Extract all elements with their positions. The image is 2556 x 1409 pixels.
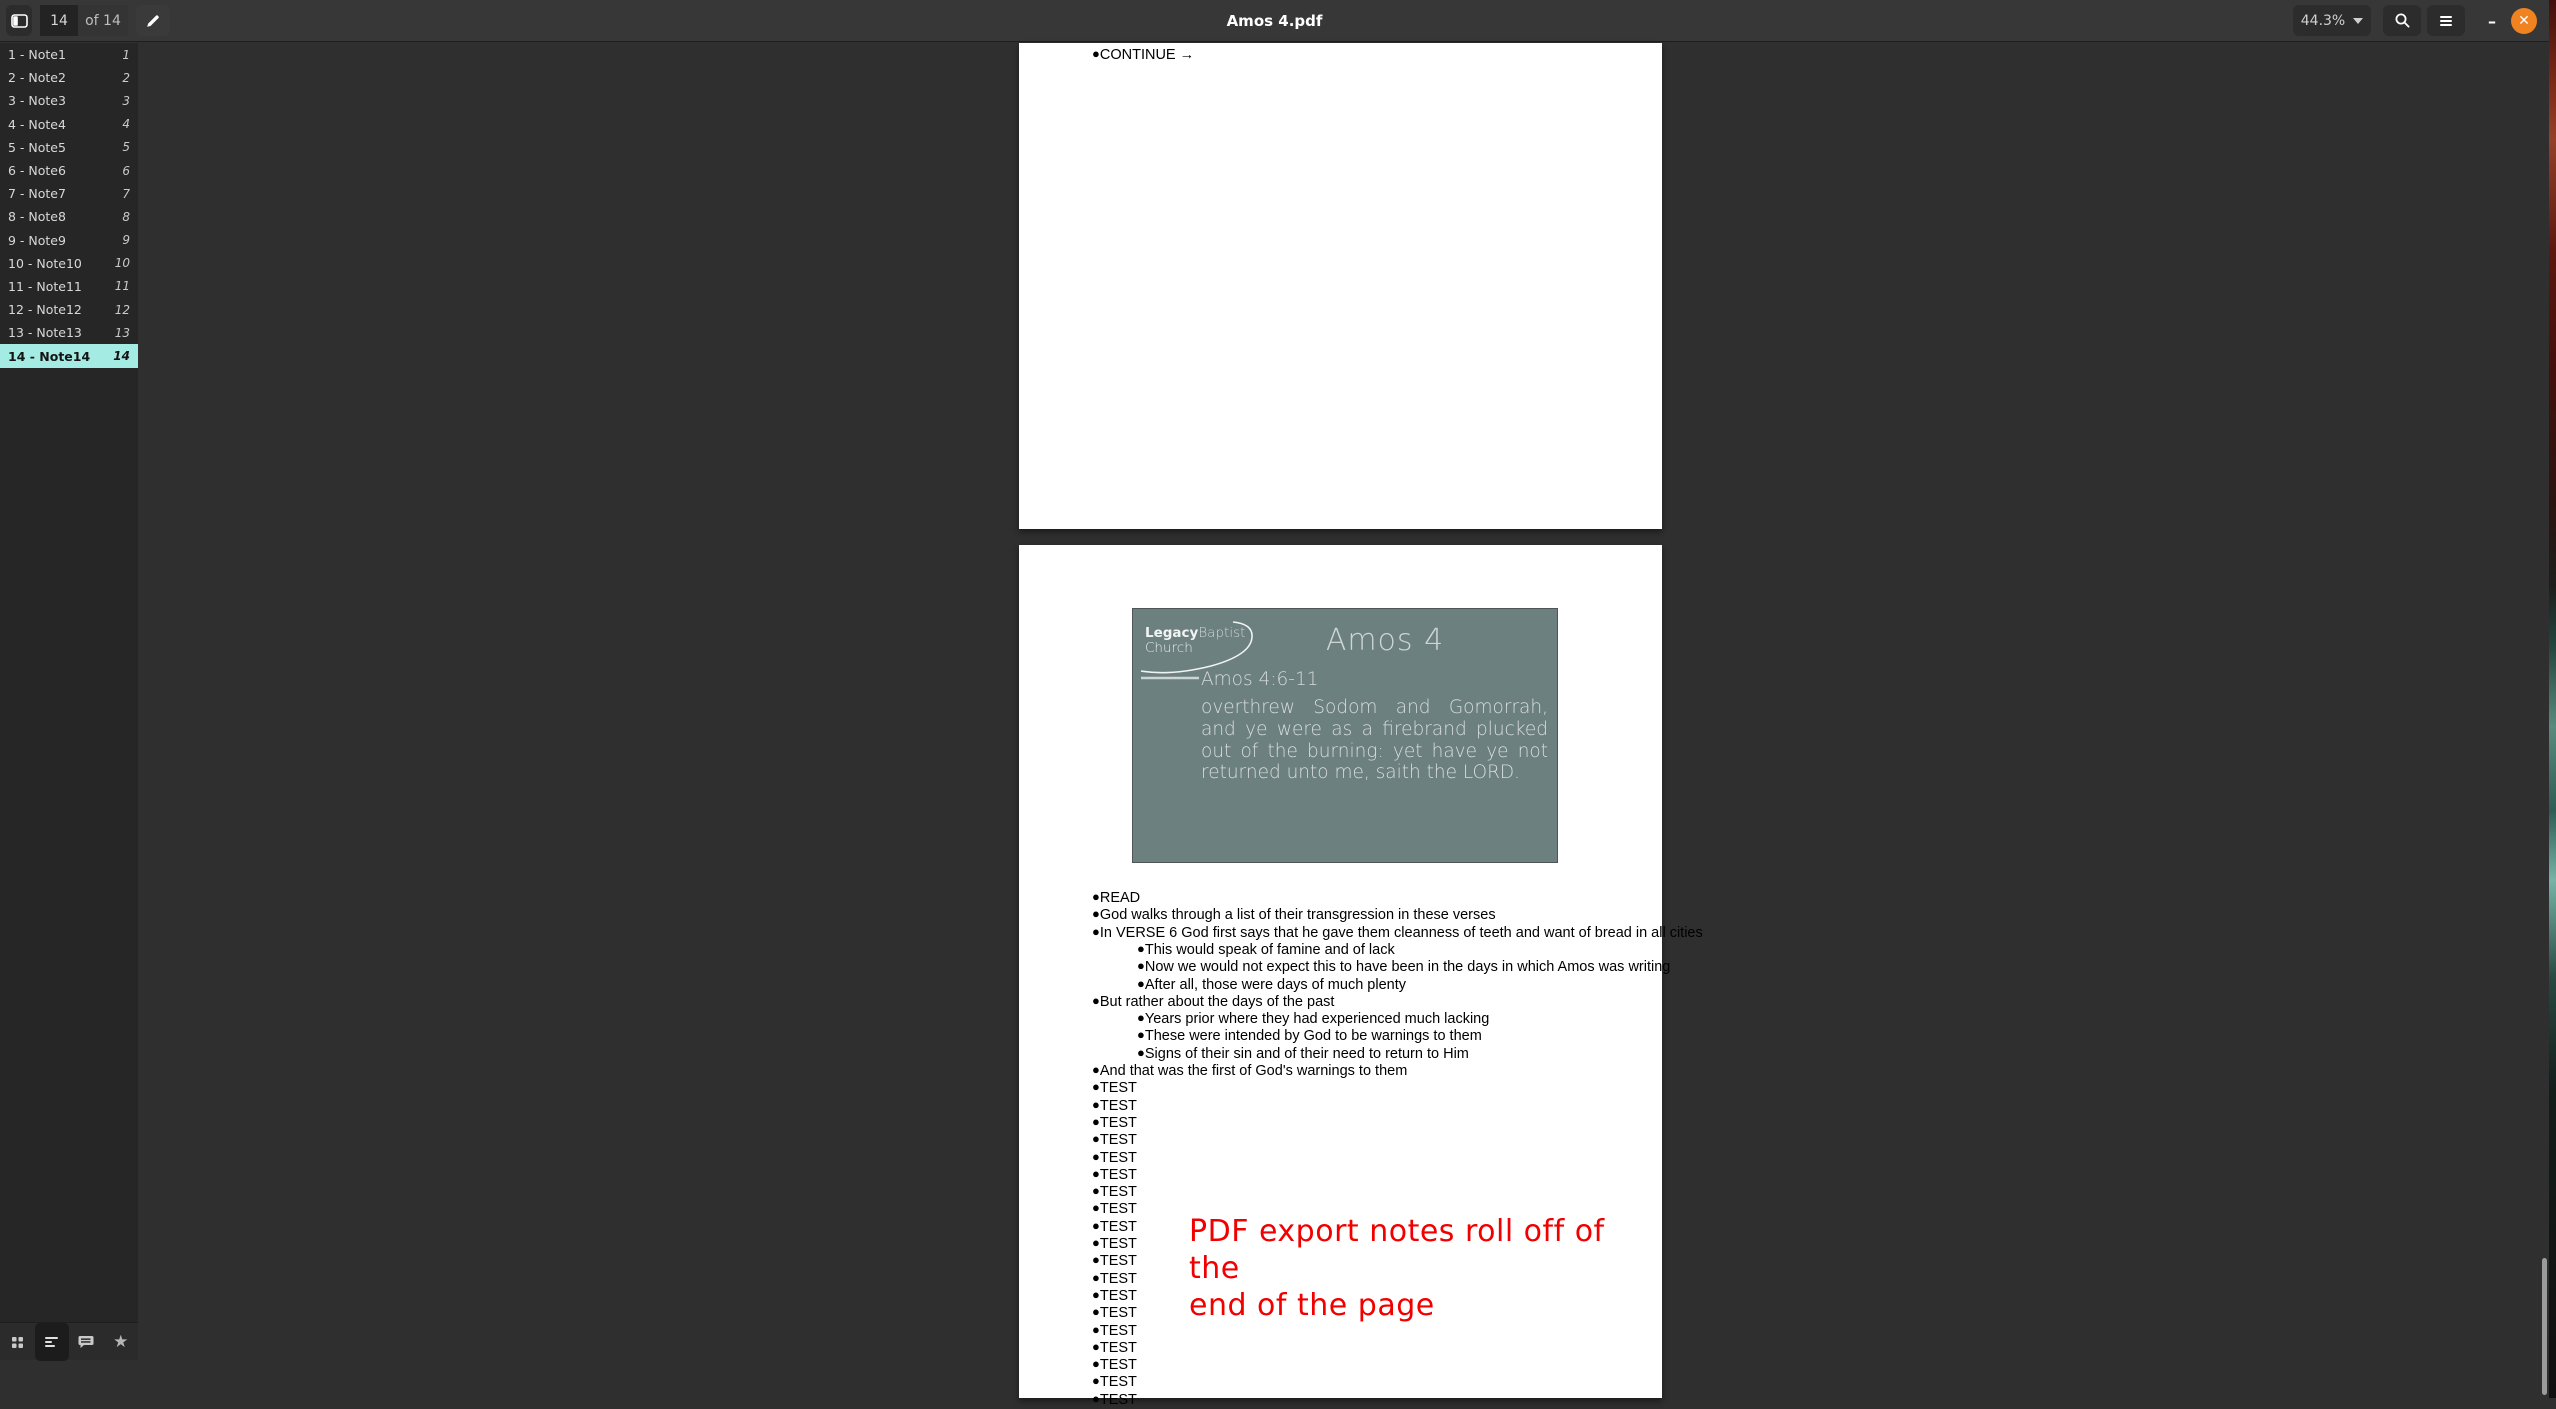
bullet-glyph: ● (1092, 1269, 1100, 1285)
thumbnails-grid-icon (11, 1336, 24, 1349)
bullet-glyph: ● (1092, 1217, 1100, 1233)
pdf-page-13 (1019, 43, 1662, 529)
header-bar (0, 0, 2549, 42)
window-title: Amos 4.pdf (1226, 12, 1323, 30)
search-icon (2394, 12, 2411, 29)
thumbnails-tab[interactable] (0, 1323, 35, 1361)
outline-item-page: 2 (122, 70, 130, 85)
outline-item-9[interactable] (0, 229, 138, 252)
note-text: TEST (1099, 1080, 1137, 1097)
bullet-glyph: ● (1092, 1148, 1100, 1164)
annotation-line1: PDF export notes roll off of the (1189, 1214, 1605, 1286)
outline-list (0, 43, 138, 368)
note-text: READ (1099, 890, 1141, 906)
logo-line2: Church (1145, 640, 1193, 656)
bullet-glyph: ● (1092, 1321, 1100, 1337)
note-text: TEST (1099, 1339, 1137, 1356)
outline-item-label: 9 - Note9 (8, 232, 66, 248)
bullet-glyph: ● (1092, 1252, 1100, 1268)
note-bullet-line (1092, 1303, 1137, 1320)
note-text: TEST (1099, 1149, 1137, 1166)
outline-item-label: 10 - Note10 (8, 255, 82, 271)
note-bullet-line (1137, 1009, 1489, 1026)
note-bullet-line (1092, 923, 1703, 940)
continue-bullet: ●CONTINUE → (1092, 46, 1195, 63)
hamburger-menu-icon (2439, 15, 2453, 27)
outline-item-page: 5 (122, 140, 130, 155)
note-bullet-line (1137, 957, 1670, 974)
bullet-glyph: ● (1092, 1390, 1100, 1406)
chevron-down-icon (2353, 18, 2363, 24)
annotations-tab[interactable] (69, 1323, 104, 1361)
note-bullet-line (1137, 975, 1406, 992)
outline-item-label: 1 - Note1 (8, 47, 66, 63)
note-bullet-line (1092, 1321, 1137, 1338)
bookmarks-tab[interactable] (104, 1323, 139, 1361)
note-text: In VERSE 6 God first says that he gave them cleanness of teeth and want of bread in all cities (1099, 924, 1703, 941)
outline-item-8[interactable] (0, 205, 138, 228)
outline-item-page: 1 (122, 47, 130, 62)
note-bullet-line (1092, 1234, 1137, 1251)
note-bullet-line (1092, 905, 1496, 922)
outline-item-11[interactable] (0, 275, 138, 298)
note-text: TEST (1099, 1357, 1137, 1374)
note-bullet-line (1092, 1390, 1137, 1407)
outline-item-4[interactable] (0, 113, 138, 136)
outline-item-page: 12 (114, 302, 130, 317)
note-bullet-line (1137, 1044, 1469, 1061)
outline-item-page: 9 (122, 233, 130, 248)
note-text: These were intended by God to be warnings to them (1144, 1028, 1482, 1045)
note-text: TEST (1099, 1270, 1137, 1287)
note-text: This would speak of famine and of lack (1144, 941, 1395, 958)
outline-item-page: 3 (122, 93, 130, 108)
bullet-glyph: ● (1092, 1062, 1100, 1077)
pdf-page-14 (1019, 545, 1703, 1408)
note-bullet-line (1092, 1286, 1137, 1303)
page-total-label: of 14 (78, 5, 128, 36)
slide-title: Amos 4 (1325, 623, 1445, 658)
note-bullet-line (1092, 1165, 1137, 1182)
outline-item-page: 13 (114, 325, 130, 340)
bullet-glyph: ● (1137, 940, 1145, 956)
outline-item-3[interactable] (0, 89, 138, 112)
bullet-glyph: ● (1092, 1304, 1100, 1320)
outline-item-label: 6 - Note6 (8, 163, 66, 179)
bullet-glyph: ● (1092, 1183, 1100, 1199)
note-text: TEST (1099, 1322, 1137, 1339)
outline-item-label: 12 - Note12 (8, 302, 82, 318)
outline-item-page: 7 (122, 186, 130, 201)
outline-item-page: 6 (122, 163, 130, 178)
note-bullet-line (1092, 1355, 1137, 1372)
outline-item-label: 14 - Note14 (8, 348, 91, 364)
star-icon: ★ (113, 1332, 129, 1352)
outline-item-page: 4 (122, 117, 130, 132)
menu-button[interactable] (2427, 5, 2465, 36)
note-bullet-line (1092, 1372, 1137, 1389)
note-bullet-line (1092, 1217, 1137, 1234)
note-bullet-line (1092, 1148, 1137, 1165)
note-bullet-line (1092, 992, 1334, 1009)
outline-item-label: 7 - Note7 (8, 186, 66, 202)
speech-bubble-icon (78, 1335, 94, 1349)
search-button[interactable] (2383, 5, 2421, 36)
bullet-glyph: ● (1092, 1131, 1100, 1147)
bullet-glyph: ● (1092, 1338, 1100, 1354)
note-text: God walks through a list of their transgression in these verses (1099, 907, 1496, 924)
note-text: TEST (1099, 1097, 1137, 1114)
note-bullet-line (1137, 1026, 1482, 1043)
sidebar-mode-switcher (0, 1322, 138, 1360)
note-bullet-line (1092, 1096, 1137, 1113)
page-number-input[interactable]: 14 (40, 5, 78, 36)
slide-scripture-reference: Amos 4:6-11 (1201, 669, 1319, 690)
note-bullet-line (1092, 888, 1140, 905)
outline-item-label: 8 - Note8 (8, 209, 66, 225)
note-text: TEST (1099, 1391, 1137, 1408)
desktop-wallpaper-strip (2549, 0, 2556, 1398)
note-bullet-line (1092, 1130, 1137, 1147)
bullet-glyph: ● (1092, 992, 1100, 1008)
note-text: TEST (1099, 1201, 1137, 1218)
outline-item-label: 3 - Note3 (8, 93, 66, 109)
note-text: After all, those were days of much plenty (1144, 976, 1406, 993)
note-text: Now we would not expect this to have been in the days in which Amos was writing (1144, 959, 1671, 976)
bullet-glyph: ● (1137, 1044, 1145, 1060)
outline-item-5[interactable] (0, 136, 138, 159)
note-text: TEST (1099, 1218, 1137, 1235)
note-bullet-line (1092, 1269, 1137, 1286)
zoom-level-dropdown[interactable] (2293, 5, 2371, 36)
note-text: TEST (1099, 1114, 1137, 1131)
outline-item-page: 11 (114, 279, 130, 294)
outline-item-page: 8 (122, 209, 130, 224)
note-bullet-line (1092, 1251, 1137, 1268)
zoom-level-value: 44.3% (2300, 12, 2346, 29)
note-bullet-line (1092, 1078, 1137, 1095)
bullet-glyph: ● (1092, 1373, 1100, 1389)
bullet-glyph: ● (1137, 975, 1145, 991)
slide-image (1132, 608, 1558, 863)
bullet-glyph: ● (1092, 1356, 1100, 1372)
note-bullet-line (1092, 1199, 1137, 1216)
note-bullet-line (1137, 940, 1395, 957)
note-text: TEST (1099, 1236, 1137, 1252)
note-text: TEST (1099, 1374, 1137, 1391)
outline-item-label: 11 - Note11 (8, 278, 82, 294)
note-text: TEST (1099, 1287, 1137, 1304)
document-canvas[interactable] (138, 43, 2549, 1408)
outline-item-1[interactable] (0, 43, 138, 66)
outline-item-6[interactable] (0, 159, 138, 182)
note-text: TEST (1099, 1305, 1137, 1322)
note-bullet-line (1092, 1338, 1137, 1355)
outline-lines-icon (44, 1336, 59, 1348)
bullet-glyph: ● (1137, 1027, 1145, 1043)
outline-item-13[interactable] (0, 321, 138, 344)
outline-tab[interactable] (35, 1323, 70, 1361)
vertical-scrollbar-thumb[interactable] (2542, 1258, 2547, 1395)
bullet-glyph: ● (1137, 958, 1145, 974)
bullet-glyph: ● (1137, 1010, 1145, 1026)
note-text: TEST (1099, 1166, 1137, 1183)
outline-item-14[interactable] (0, 344, 138, 367)
bullet-glyph: ● (1092, 46, 1100, 61)
close-icon: ✕ (2518, 13, 2530, 29)
bullet-glyph: ● (1092, 906, 1100, 922)
bullet-glyph: ● (1092, 1113, 1100, 1129)
note-bullet-line (1092, 1061, 1407, 1078)
outline-item-label: 2 - Note2 (8, 70, 66, 86)
minimize-button[interactable]: – (2488, 11, 2496, 31)
bullet-glyph: ● (1092, 1200, 1100, 1216)
note-text: And that was the first of God's warnings to them (1099, 1063, 1408, 1079)
outline-item-10[interactable] (0, 252, 138, 275)
bullet-glyph: ● (1092, 1165, 1100, 1181)
note-text: TEST (1099, 1132, 1137, 1149)
bullet-glyph: ● (1092, 889, 1100, 904)
note-text: Years prior where they had experienced much lacking (1144, 1011, 1490, 1028)
bullet-glyph: ● (1092, 923, 1100, 939)
note-text: TEST (1099, 1253, 1137, 1270)
logo-line1: LegacyBaptist (1145, 625, 1246, 641)
bullet-glyph: ● (1092, 1235, 1100, 1250)
outline-item-label: 13 - Note13 (8, 325, 82, 341)
note-bullet-line (1092, 1182, 1137, 1199)
outline-item-7[interactable] (0, 182, 138, 205)
note-bullet-line (1092, 1113, 1137, 1130)
outline-item-label: 5 - Note5 (8, 139, 66, 155)
note-text: Signs of their sin and of their need to return to Him (1144, 1045, 1469, 1062)
note-text: But rather about the days of the past (1099, 993, 1335, 1010)
bullet-glyph: ● (1092, 1096, 1100, 1112)
outline-item-2[interactable] (0, 66, 138, 89)
outline-item-12[interactable] (0, 298, 138, 321)
note-text: TEST (1099, 1184, 1137, 1201)
outline-sidebar (0, 43, 138, 1360)
outline-item-page: 14 (113, 349, 130, 364)
bullet-glyph: ● (1092, 1079, 1100, 1095)
outline-item-label: 4 - Note4 (8, 116, 66, 132)
annotation-line2: end of the page (1189, 1288, 1435, 1323)
red-annotation-text (1189, 1213, 1662, 1324)
outline-item-page: 10 (114, 256, 130, 271)
bullet-glyph: ● (1092, 1286, 1100, 1302)
close-button[interactable] (2511, 8, 2537, 34)
slide-scripture-text: overthrew Sodom and Gomorrah, and ye were as a firebrand plucked out of the burning: yet have ye not returned unto me, saith the LORD. (1201, 697, 1548, 784)
